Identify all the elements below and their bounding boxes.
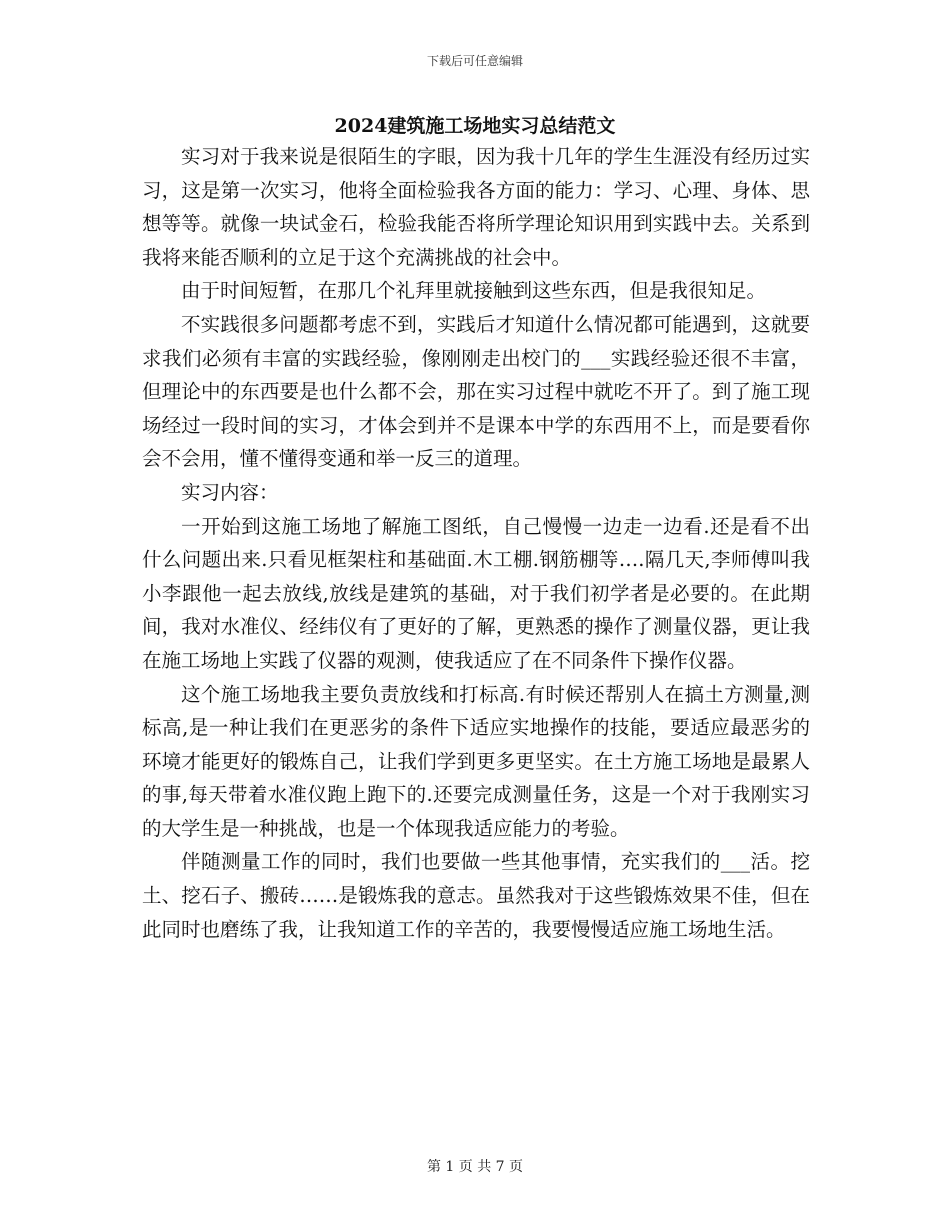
- page-indicator: 第 1 页 共 7 页: [426, 1159, 524, 1175]
- paragraph-5: 一开始到这施工场地了解施工图纸，自己慢慢一边走一边看.还是看不出什么问题出来.只看见框架柱和基础面.木工棚.钢筋棚等….隔几天,李师傅叫我小李跟他一起去放线,放线是建筑的基础，对于我们初学者是必要的。在此期间，我对水准仪、经纬仪有了更好的了解，更熟悉的操作了测量仪器，更让我在施工场地上实践了仪器的观测，使我适应了在不同条件下操作仪器。: [142, 514, 810, 672]
- paragraph-4-heading: 实习内容：: [181, 480, 279, 504]
- paragraph-1: 实习对于我来说是很陌生的字眼，因为我十几年的学生生涯没有经历过实习，这是第一次实习，他将全面检验我各方面的能力：学习、心理、身体、思想等等。就像一块试金石，检验我能否将所学理论知识用到实践中去。关系到我将来能否顺利的立足于这个充满挑战的社会中。: [142, 145, 810, 269]
- paragraph-2: 由于时间短暂，在那几个礼拜里就接触到这些东西，但是我很知足。: [181, 279, 767, 303]
- document-title: 2024建筑施工场地实习总结范文: [334, 115, 616, 137]
- paragraph-3: 不实践很多问题都考虑不到，实践后才知道什么情况都可能遇到，这就要求我们必须有丰富的实践经验，像刚刚走出校门的___实践经验还很不丰富，但理论中的东西要是也什么都不会，那在实习过程中就吃不开了。到了施工现场经过一段时间的实习，才体会到并不是课本中学的东西用不上，而是要看你会不会用，懂不懂得变通和举一反三的道理。: [142, 312, 810, 471]
- header-note: 下载后可任意编辑: [426, 54, 523, 68]
- paragraph-6: 这个施工场地我主要负责放线和打标高.有时候还帮别人在搞土方测量,测标高,是一种让我们在更恶劣的条件下适应实地操作的技能，要适应最恶劣的环境才能更好的锻炼自己，让我们学到更多更坚实。在土方施工场地是最累人的事,每天带着水准仪跑上跑下的.还要完成测量任务，这是一个对于我刚实习的大学生是一种挑战，也是一个体现我适应能力的考验。: [142, 682, 810, 840]
- paragraph-7: 伴随测量工作的同时，我们也要做一些其他事情，充实我们的___活。挖土、挖石子、搬砖……是锻炼我的意志。虽然我对于这些锻炼效果不佳，但在此同时也磨练了我，让我知道工作的辛苦的，我要慢慢适应施工场地生活。: [142, 850, 810, 941]
- document-body: [142, 140, 810, 946]
